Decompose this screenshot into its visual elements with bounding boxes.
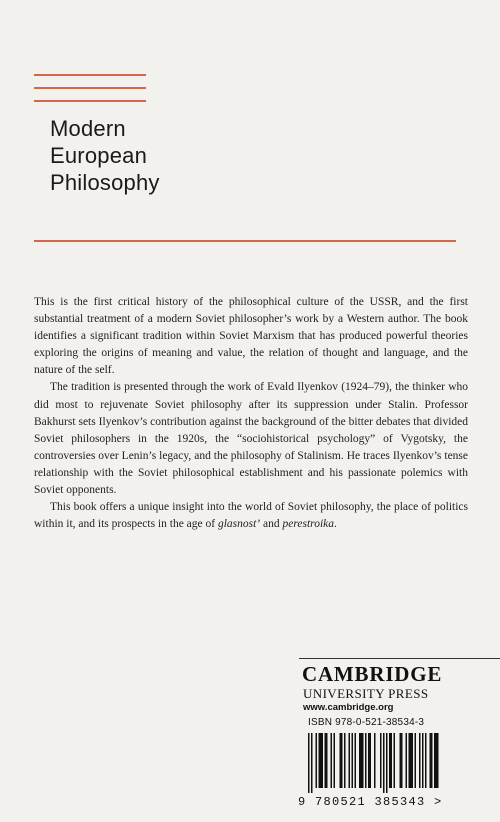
isbn-label: ISBN 978-0-521-38534-3: [308, 717, 425, 728]
accent-rule: [34, 240, 456, 242]
series-title-line-2: European: [50, 143, 148, 168]
accent-stripe-3: [34, 100, 146, 102]
blurb-p3-end: .: [334, 518, 337, 531]
barcode-icon: [300, 733, 450, 795]
accent-stripe-1: [34, 74, 146, 76]
barcode-digits: 9 780521 385343 >: [298, 795, 443, 809]
blurb-p3-perestroika: perestroika: [282, 518, 335, 531]
series-title-line-3: Philosophy: [50, 170, 160, 195]
accent-stripe-2: [34, 87, 146, 89]
publisher-name: CAMBRIDGE: [302, 662, 443, 686]
blurb-paragraph-2: The tradition is presented through the work of Evald Ilyenkov (1924–79), the thinker who did most to rejuvenate Soviet philosophy after its suppression under Stalin. Professor Bakhurst sets Ilyenkov’s contribution against the background of the bitter debates that divided Soviet philosophers in the 1920s, the “sociohistorical psychology” of Vygotsky, the controversies over Lenin’s legacy, and the philosophy of Stalinism. He traces Ilyenkov’s tense relationship with the Soviet philosophical establishment and his passionate polemics with Soviet opponents.: [34, 381, 468, 497]
blurb-paragraph-1: This is the first critical history of the philosophical culture of the USSR, and the first substantial treatment of a modern Soviet philosopher’s work by a Western author. The book identifies a significant tradition within Soviet Marxism that has produced powerful theories exploring the origins of meaning and value, the relation of thought and language, and the nature of the self.: [34, 296, 468, 377]
cover-stripes: [34, 74, 146, 113]
publisher-website: www.cambridge.org: [303, 702, 394, 713]
series-title: [50, 115, 160, 196]
publisher-press: UNIVERSITY PRESS: [303, 686, 429, 701]
book-blurb: [34, 294, 468, 533]
series-title-line-1: Modern: [50, 116, 126, 141]
blurb-p3-glasnost: glasnost’: [217, 518, 261, 531]
blurb-p3-start: This book offers a unique insight into the world of Soviet philosophy, the place of politics within it, and its prospects in the age of: [34, 501, 468, 531]
blurb-p3-middle: and: [260, 518, 283, 531]
publisher-rule: [299, 658, 500, 659]
blurb-paragraph-3: [34, 499, 468, 533]
